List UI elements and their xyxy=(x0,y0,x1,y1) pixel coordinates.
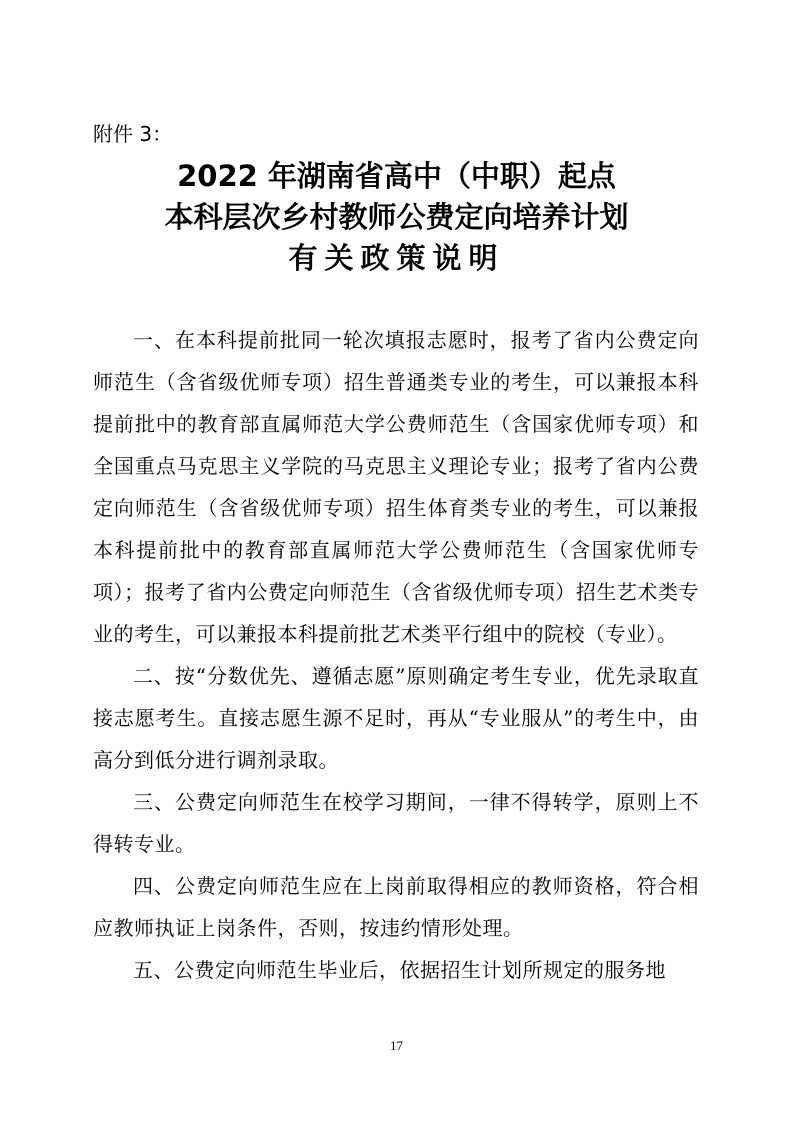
attachment-label: 附件 3： xyxy=(93,122,173,146)
title-line-3: 有关政策说明 xyxy=(288,241,505,275)
document-body xyxy=(93,319,699,991)
paragraph-5: 五、公费定向师范生毕业后，依据招生计划所规定的服务地 xyxy=(133,958,666,982)
paragraph-3: 三、公费定向师范生在校学习期间，一律不得转学，原则上不得转专业。 xyxy=(93,790,699,856)
paragraph-1: 一、在本科提前批同一轮次填报志愿时，报考了省内公费定向师范生（含省级优师专项）招生普通类专业的考生，可以兼报本科提前批中的教育部直属师范大学公费师范生（含国家优师专项）和全国重点马克思主义学院的马克思主义理论专业；报考了省内公费定向师范生（含省级优师专项）招生体育类专业的考生，可以兼报本科提前批中的教育部直属师范大学公费师范生（含国家优师专项）；报考了省内公费定向师范生（含省级优师专项）招生艺术类专业的考生，可以兼报本科提前批艺术类平行组中的院校（专业）。 xyxy=(93,328,699,646)
page-number: 17 xyxy=(390,1038,403,1053)
title-line-2: 本科层次乡村教师公费定向培养计划 xyxy=(164,200,629,234)
paragraph-4: 四、公费定向师范生应在上岗前取得相应的教师资格，符合相应教师执证上岗条件，否则，按违约情形处理。 xyxy=(93,874,699,940)
document-title xyxy=(0,156,793,279)
title-line-1: 2022 年湖南省高中（中职）起点 xyxy=(177,159,616,193)
paragraph-2: 二、按“分数优先、遵循志愿”原则确定考生专业，优先录取直接志愿考生。直接志愿生源不足时，再从“专业服从”的考生中，由高分到低分进行调剂录取。 xyxy=(93,664,699,772)
